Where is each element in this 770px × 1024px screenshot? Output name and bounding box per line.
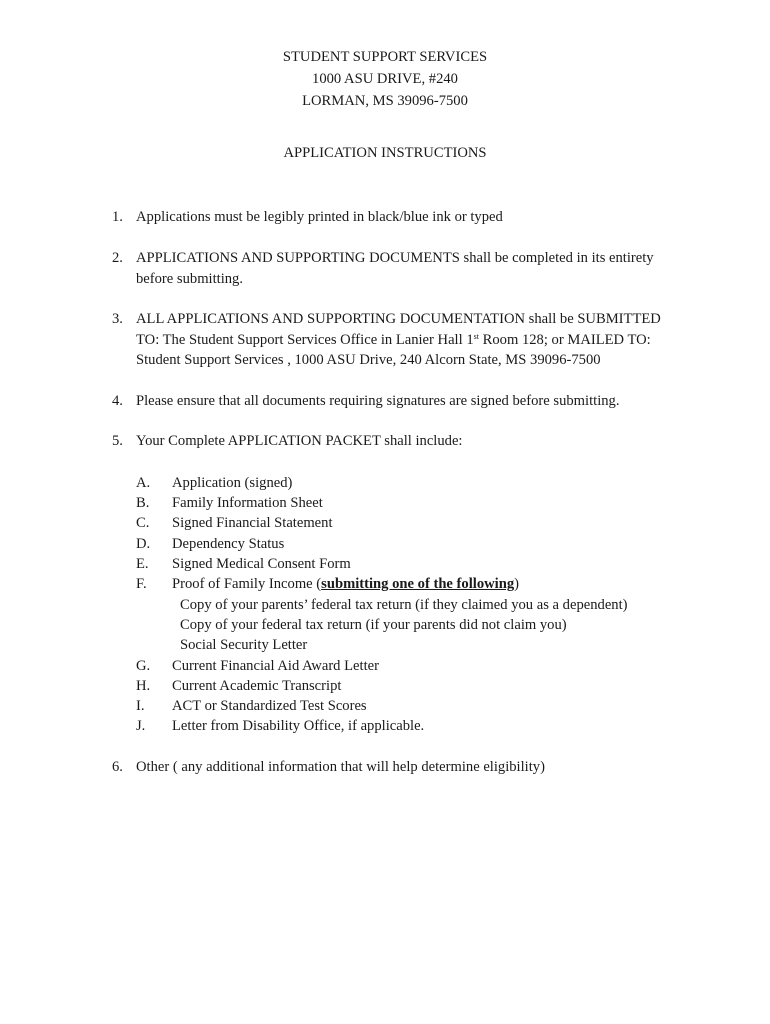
office-city: LORMAN, MS 39096-7500 [302,93,468,109]
item-number: 5. [112,433,123,449]
packet-letter: E. [136,556,149,572]
item-number: 4. [112,393,123,409]
packet-text: Letter from Disability Office, if applicable. [172,718,425,734]
packet-text [172,574,519,594]
office-header [0,46,770,112]
item-text-line: Student Support Services , 1000 ASU Drive, 240 Alcorn State, MS 39096-7500 [136,352,601,368]
item-text-line [136,330,684,351]
item-text: Please ensure that all documents requiring signatures are signed before submitting. [136,393,620,409]
item-number: 1. [112,209,123,225]
packet-letter: J. [136,718,146,734]
item-text: Other ( any additional information that will help determine eligibility) [136,759,545,775]
packet-text-segment: ) [514,576,520,592]
packet-text: Application (signed) [172,475,293,491]
item-number: 2. [112,250,123,266]
packet-letter: H. [136,678,151,694]
item-text: Applications must be legibly printed in black/blue ink or typed [136,209,503,225]
packet-text: ACT or Standardized Test Scores [172,698,367,714]
income-option-1: Copy of your parents’ federal tax return (if they claimed you as a dependent) [180,597,628,613]
packet-letter: F. [136,576,147,592]
packet-letter: D. [136,536,151,552]
item-text-segment: Room 128; or MAILED TO: [478,331,651,348]
office-street: 1000 ASU DRIVE, #240 [312,71,458,87]
item-number: 3. [112,311,123,327]
ordinal-suffix: st [473,331,479,341]
item-text-line: APPLICATIONS AND SUPPORTING DOCUMENTS shall be completed in its entirety [136,250,654,266]
packet-text: Signed Financial Statement [172,515,333,531]
packet-text: Signed Medical Consent Form [172,556,351,572]
document-title: APPLICATION INSTRUCTIONS [283,145,487,161]
packet-text: Dependency Status [172,536,285,552]
item-text-line: ALL APPLICATIONS AND SUPPORTING DOCUMENTATION shall be SUBMITTED [136,311,661,327]
packet-letter: C. [136,515,150,531]
income-option-3: Social Security Letter [180,637,308,653]
packet-letter: A. [136,475,151,491]
packet-text-segment: Proof of Family Income ( [172,576,322,592]
packet-text: Current Financial Aid Award Letter [172,658,379,674]
item-text-line: before submitting. [136,270,244,287]
packet-text: Current Academic Transcript [172,678,342,694]
office-name: STUDENT SUPPORT SERVICES [282,49,488,65]
item-number: 6. [112,759,123,775]
packet-letter: I. [136,698,145,714]
packet-letter: B. [136,495,150,511]
emphasis-text: submitting one of the following [321,576,515,592]
packet-text: Family Information Sheet [172,495,323,511]
packet-letter: G. [136,658,151,674]
item-text: Your Complete APPLICATION PACKET shall include: [136,433,463,449]
income-option-2: Copy of your federal tax return (if your parents did not claim you) [180,617,567,633]
item-text-segment: TO: The Student Support Services Office in Lanier Hall 1 [136,331,474,348]
